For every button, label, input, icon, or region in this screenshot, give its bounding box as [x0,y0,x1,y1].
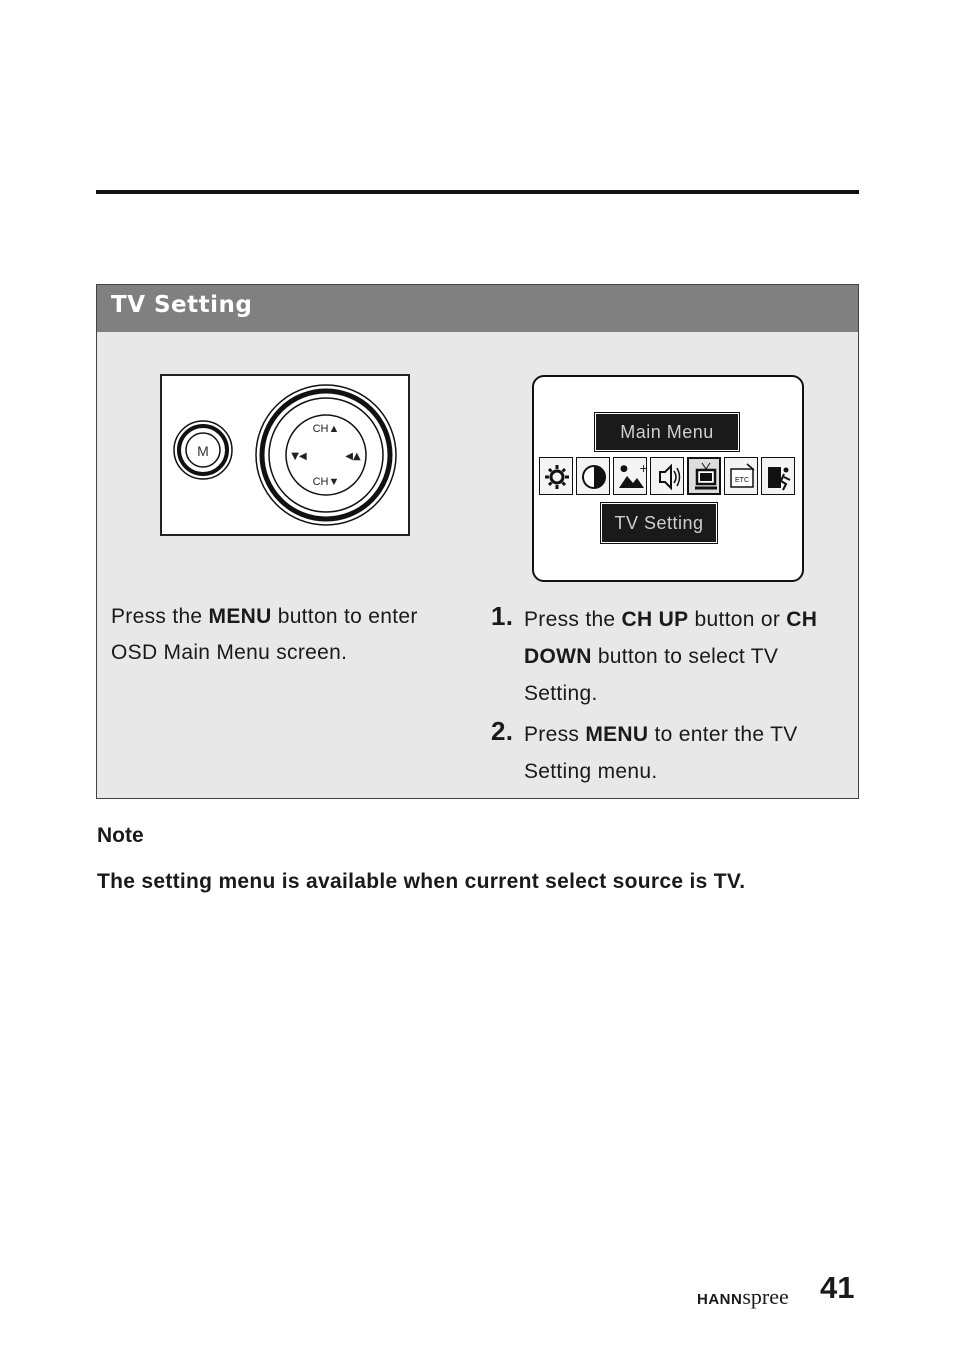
ch-up-label: CH▲ [312,423,340,435]
text-run: Press the [111,605,209,628]
note-text: The setting menu is available when current select source is TV. [97,870,746,893]
text-run: Press [524,723,586,746]
brand-logo [697,1284,789,1310]
text-run: button or [688,608,787,631]
contrast-icon [576,457,610,495]
bold-run: CH UP [621,608,689,631]
osd-icon-row [539,457,798,495]
exit-icon [761,457,795,495]
bold-run: MENU [208,605,272,628]
direction-pad [256,385,396,525]
svg-text:+: + [639,462,648,475]
etc-icon-label: ETC [735,477,749,484]
text-run: to enter the TV Setting menu. [524,723,798,783]
text-run: button to select TV Setting. [524,645,779,705]
etc-icon [724,457,758,495]
vol-up-label: ◀▲ [345,451,361,462]
tv-setting-panel [96,284,859,799]
audio-icon [650,457,684,495]
note-heading: Note [97,824,144,847]
step-item [491,716,851,790]
page-number: 41 [820,1270,855,1305]
remote-control-illustration [160,374,410,536]
ch-down-label: CH▼ [312,476,340,488]
step-list [491,601,851,794]
brightness-icon [539,457,573,495]
bold-run: MENU [585,723,649,746]
top-rule [96,190,859,194]
tv-icon [687,457,721,495]
text-run: button to enter OSD Main Menu screen. [111,605,418,664]
picture-icon [613,457,647,495]
step-item [491,601,851,712]
bold-run: CH DOWN [524,608,818,668]
osd-selected-item-label: TV Setting [602,504,716,542]
menu-button [174,421,232,479]
osd-main-menu-title: Main Menu [596,414,738,450]
panel-title: TV Setting [111,292,253,318]
panel-header [97,285,858,332]
text-run: Press the [524,608,622,631]
brand-light: spree [742,1284,789,1309]
left-instruction [111,599,461,671]
vol-down-label: ▼◀ [291,451,307,462]
step-number: 1. [491,601,514,631]
step-number: 2. [491,716,514,746]
osd-main-menu-illustration [532,375,804,582]
menu-button-label: M [197,443,209,459]
brand-bold: HANN [697,1291,743,1308]
svg-text:●: ● [620,464,628,474]
